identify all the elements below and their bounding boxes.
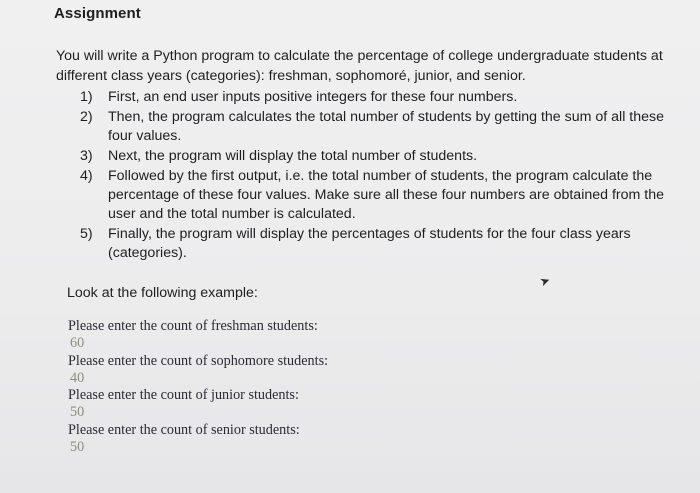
steps-list [80, 88, 680, 264]
step-number: 1) [80, 89, 93, 105]
list-item [80, 147, 680, 166]
page-title: Assignment [54, 5, 141, 22]
step-number: 4) [80, 168, 93, 184]
step-text: Then, the program calculates the total number of students by getting the sum of all these four values. [108, 109, 664, 144]
step-text: Next, the program will display the total number of students. [108, 148, 478, 164]
example-value: 50 [70, 439, 85, 456]
step-text: Followed by the first output, i.e. the total number of students, the program calculate the percentage of these four values. Make sure all these four numbers are obtained from the user and the total number is calculated. [108, 168, 664, 222]
example-prompt: Please enter the count of senior students: [68, 421, 300, 438]
mouse-cursor-icon: ➤ [537, 272, 553, 290]
example-output [68, 318, 468, 456]
example-label: Look at the following example: [67, 285, 258, 301]
example-prompt: Please enter the count of freshman students: [68, 318, 318, 334]
list-item [80, 108, 680, 146]
step-number: 3) [80, 148, 93, 164]
example-prompt: Please enter the count of junior students: [68, 387, 299, 404]
list-item [80, 225, 680, 263]
list-item [80, 88, 680, 107]
example-value: 50 [70, 404, 85, 421]
step-text: First, an end user inputs positive integers for these four numbers. [108, 89, 518, 105]
step-number: 5) [80, 226, 93, 242]
intro-paragraph: You will write a Python program to calculate the percentage of college undergraduate students at different class years (categories): freshman, sophomoré, junior, and senior. [56, 48, 663, 84]
step-text: Finally, the program will display the percentages of students for the four class years (categories). [108, 226, 631, 261]
example-prompt: Please enter the count of sophomore students: [68, 352, 329, 369]
step-number: 2) [80, 109, 93, 125]
example-value: 40 [70, 369, 85, 386]
example-value: 60 [70, 335, 85, 352]
list-item [80, 167, 680, 224]
